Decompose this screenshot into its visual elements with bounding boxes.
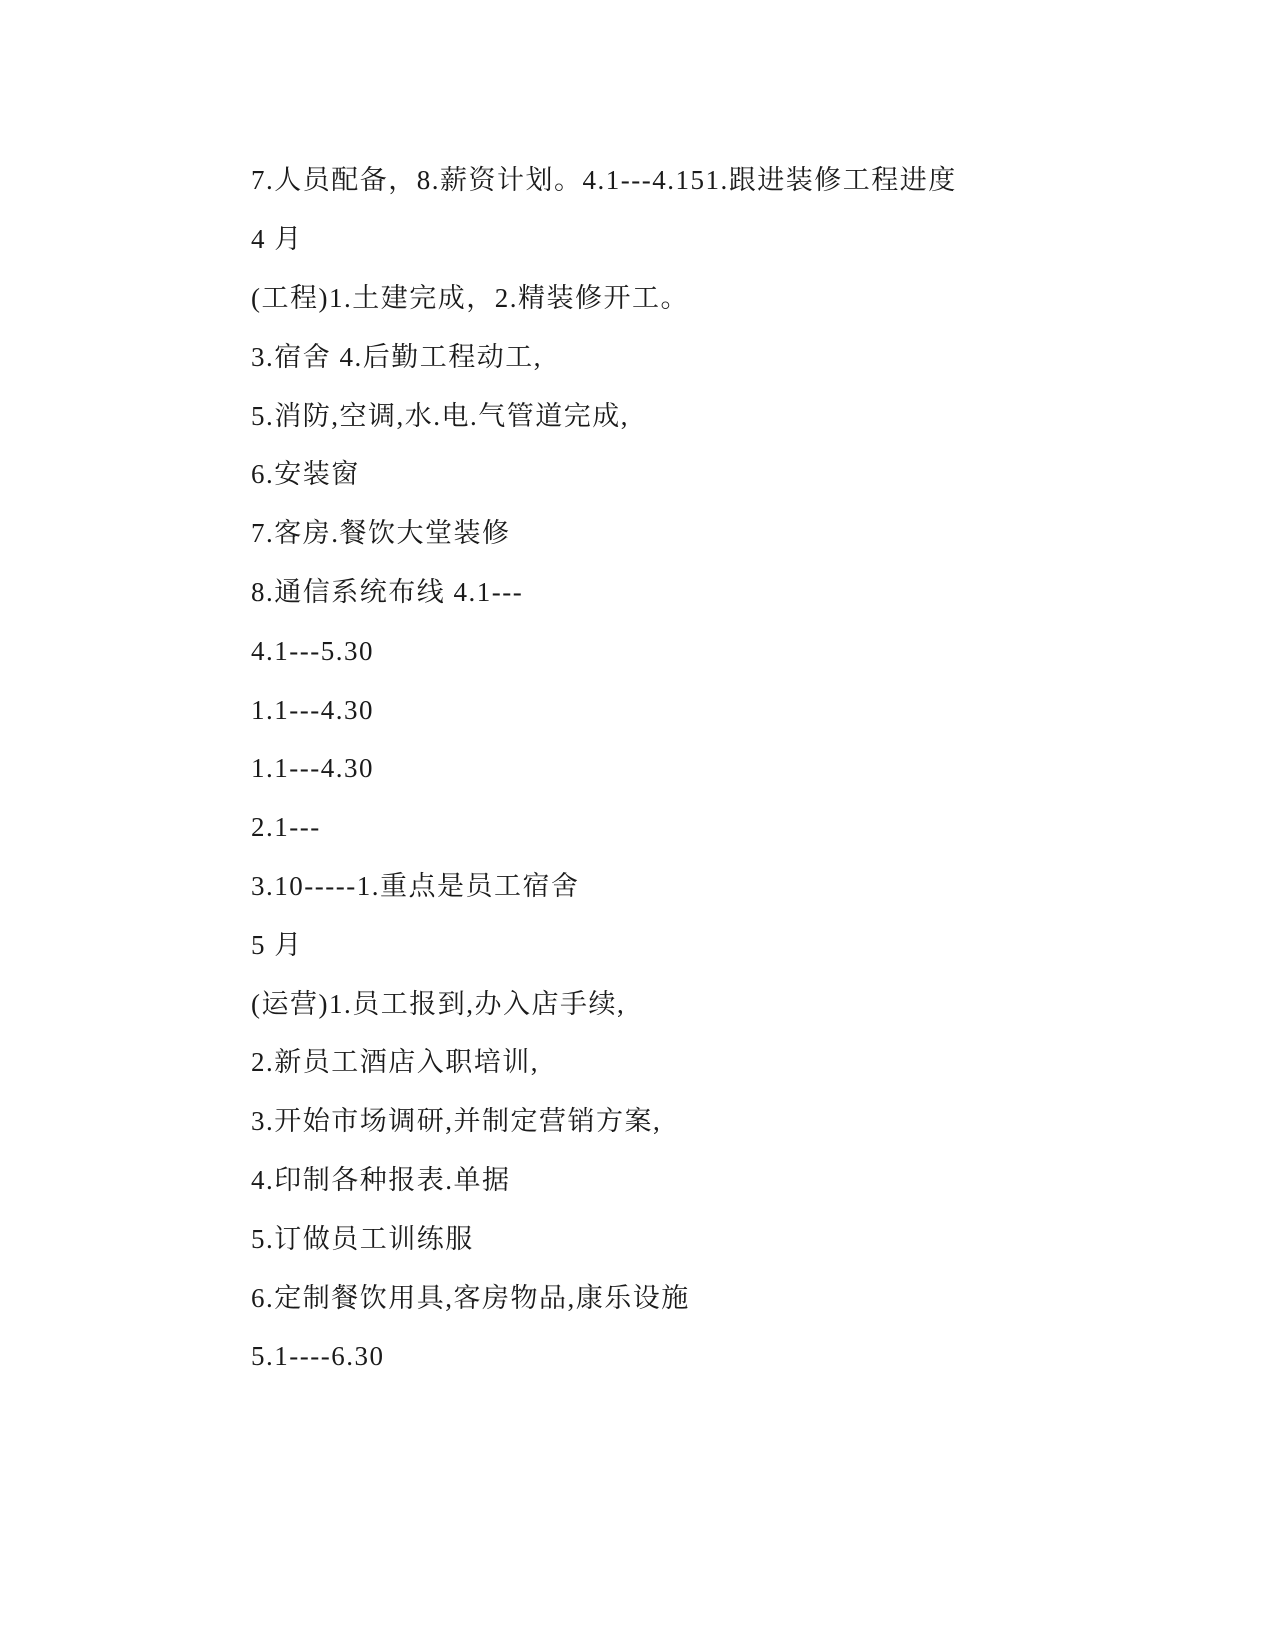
text-line: 5.订做员工训练服	[251, 1224, 474, 1254]
text-line: 4.印制各种报表.单据	[251, 1165, 511, 1195]
text-line: 6.安装窗	[251, 459, 360, 489]
text-line: 2.新员工酒店入职培训,	[251, 1047, 539, 1077]
text-line: 4 月	[251, 224, 303, 254]
text-line: 8.通信系统布线 4.1---	[251, 577, 524, 607]
text-line: 7.人员配备，8.薪资计划。4.1---4.151.跟进装修工程进度	[251, 165, 957, 195]
text-line: 3.开始市场调研,并制定营销方案,	[251, 1106, 662, 1136]
text-line: 7.客房.餐饮大堂装修	[251, 518, 511, 548]
text-line: 3.10-----1.重点是员工宿舍	[251, 871, 580, 901]
text-line: 5 月	[251, 930, 303, 960]
text-line: (工程)1.土建完成，2.精装修开工。	[251, 283, 689, 313]
text-line: 1.1---4.30	[251, 753, 374, 783]
text-line: 5.消防,空调,水.电.气管道完成,	[251, 401, 629, 431]
text-line: 6.定制餐饮用具,客房物品,康乐设施	[251, 1283, 690, 1313]
text-line: 1.1---4.30	[251, 695, 374, 725]
text-line: 3.宿舍 4.后勤工程动工,	[251, 342, 542, 372]
text-line: 4.1---5.30	[251, 636, 374, 666]
text-line: 5.1----6.30	[251, 1341, 385, 1371]
text-line: (运营)1.员工报到,办入店手续,	[251, 989, 626, 1019]
text-line: 2.1---	[251, 812, 321, 842]
